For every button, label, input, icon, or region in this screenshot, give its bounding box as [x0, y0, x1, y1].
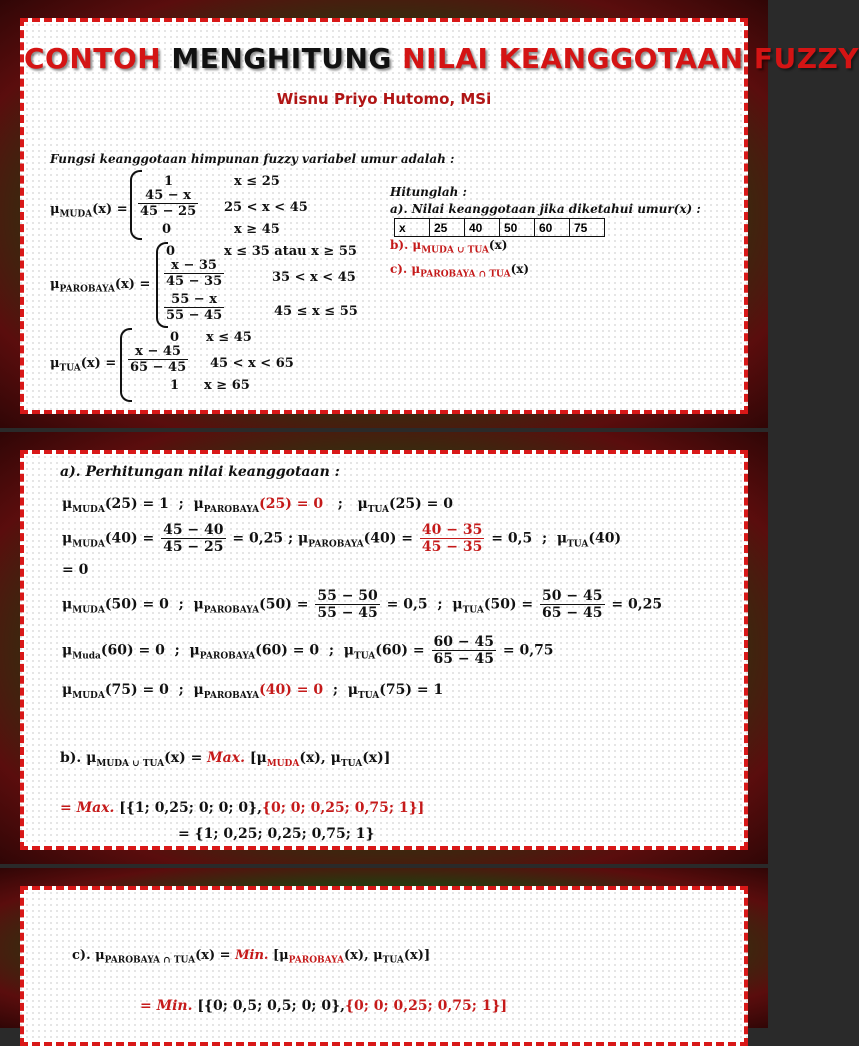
muda-label: $\mu_{MUDA}(x)$ = — [50, 202, 128, 220]
calc-row-40-result: = 0 — [62, 562, 89, 578]
tua-row-1-cond: x ≤ 45 — [206, 330, 252, 345]
parobaya-row-2-fraction: $\frac{x - 35}{45 - 35}$ — [166, 258, 223, 289]
hitunglah-heading: Hitunglah : — [390, 185, 467, 199]
task-b: b). $\mu_{MUDA \cup TUA}(x)$ — [390, 238, 508, 256]
task-c: c). $\mu_{PAROBAYA \cap TUA}(x)$ — [390, 262, 530, 280]
title-word: MENGHITUNG — [171, 42, 392, 75]
age-table-cell: 40 — [465, 219, 500, 237]
calc-row-25: $\mu_{MUDA}(25) = 1$ ; $\mu_{PAROBAYA}(25) = 0$ ; $\mu_{TUA}(25) = 0$ — [62, 496, 453, 515]
slide-3-panel — [20, 886, 748, 1046]
parobaya-row-1-cond: x ≤ 35 atau x ≥ 55 — [224, 244, 357, 259]
slide-1-panel — [20, 18, 859, 414]
section-b-formula: b). $\mu_{MUDA \cup TUA}(x)$ = Max. [$\mu_{MUDA}(x)$, $\mu_{TUA}(x)$] — [60, 750, 391, 769]
tua-row-3-cond: x ≥ 65 — [204, 378, 250, 393]
tua-row-2-cond: 45 < x < 65 — [210, 356, 294, 371]
age-table-cell: 60 — [535, 219, 570, 237]
parobaya-label: $\mu_{PAROBAYA}(x)$ = — [50, 277, 151, 295]
intro-text: Fungsi keanggotaan himpunan fuzzy variabel umur adalah : — [50, 152, 455, 166]
age-table-cell: x — [395, 219, 430, 237]
section-b-result: = {1; 0,25; 0,25; 0,75; 1} — [178, 826, 375, 842]
calc-row-50: $\mu_{MUDA}(50) = 0$ ; $\mu_{PAROBAYA}(50)$ = $\frac{55 - 50}{55 - 45}$ = 0,5 ; $\mu_{TUA}(50)$ = $\frac{50 - 45}{65 - 45}$ = 0,25 — [62, 588, 663, 621]
section-a-heading: a). Perhitungan nilai keanggotaan : — [60, 464, 340, 480]
age-table-row — [395, 219, 605, 237]
parobaya-row-3-cond: 45 ≤ x ≤ 55 — [274, 304, 358, 319]
slide-2 — [0, 432, 768, 864]
title-word: NILAI — [402, 42, 489, 75]
age-table-cell: 50 — [500, 219, 535, 237]
tua-row-2-fraction: $\frac{x - 45}{65 - 45}$ — [130, 344, 187, 375]
age-table-cell: 25 — [430, 219, 465, 237]
parobaya-row-3-fraction: $\frac{55 - x}{55 - 45}$ — [166, 292, 223, 323]
muda-row-1-value: 1 — [164, 174, 174, 189]
slide-3 — [0, 868, 768, 1028]
muda-row-3-cond: x ≥ 45 — [234, 222, 280, 237]
muda-row-3-value: 0 — [162, 222, 172, 237]
tua-row-1-value: 0 — [170, 330, 180, 345]
page-title — [24, 42, 859, 75]
parobaya-row-1-value: 0 — [166, 244, 176, 259]
calc-row-75: $\mu_{MUDA}(75) = 0$ ; $\mu_{PAROBAYA}(40) = 0$ ; $\mu_{TUA}(75) = 1$ — [62, 682, 444, 701]
slide-1 — [0, 0, 859, 428]
title-word: FUZZY — [753, 42, 859, 75]
task-a: a). Nilai keanggotaan jika diketahui umur(x) : — [390, 202, 701, 216]
author-name: Wisnu Priyo Hutomo, MSi — [276, 90, 492, 108]
tua-label: $\mu_{TUA}(x)$ = — [50, 356, 117, 374]
calc-row-40: $\mu_{MUDA}(40)$ = $\frac{45 - 40}{45 - 25}$ = 0,25 ; $\mu_{PAROBAYA}(40)$ = $\frac{40 - 35}{45 - 35}$ = 0,5 ; $\mu_{TUA}(40)$ — [62, 522, 622, 555]
title-word: CONTOH — [24, 42, 162, 75]
section-b-line-2: = Max. [{1; 0,25; 0; 0; 0},{0; 0; 0,25; 0,75; 1}] — [60, 800, 425, 816]
muda-row-2-cond: 25 < x < 45 — [224, 200, 308, 215]
section-c-line-2: = Min. [{0; 0,5; 0,5; 0; 0},{0; 0; 0,25; 0,75; 1}] — [140, 998, 508, 1014]
tua-row-3-value: 1 — [170, 378, 180, 393]
muda-row-2-fraction: $\frac{45 - x}{45 - 25}$ — [140, 188, 197, 219]
calc-row-60: $\mu_{Muda}(60) = 0$ ; $\mu_{PAROBAYA}(60) = 0$ ; $\mu_{TUA}(60)$ = $\frac{60 - 45}{65 - 45}$ = 0,75 — [62, 634, 554, 667]
age-table-cell: 75 — [570, 219, 605, 237]
age-table — [394, 218, 605, 237]
muda-row-1-cond: x ≤ 25 — [234, 174, 280, 189]
section-c-formula: c). $\mu_{PAROBAYA \cap TUA}(x)$ = Min. [$\mu_{PAROBAYA}(x)$, $\mu_{TUA}(x)$] — [72, 948, 431, 966]
title-word: KEANGGOTAAN — [498, 42, 744, 75]
slide-2-panel — [20, 450, 748, 850]
parobaya-row-2-cond: 35 < x < 45 — [272, 270, 356, 285]
